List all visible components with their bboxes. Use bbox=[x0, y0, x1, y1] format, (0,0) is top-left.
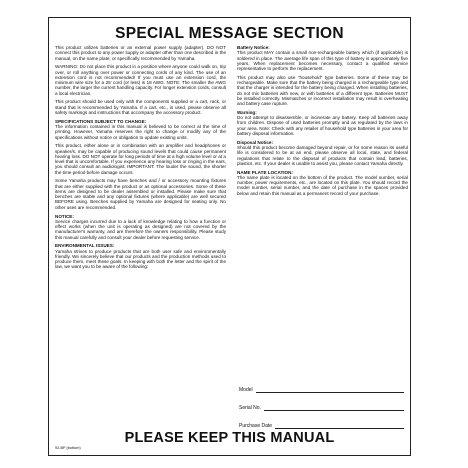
right-heading: Warning: bbox=[237, 109, 257, 115]
left-text: Yamaha strives to produce products that are both user safe and environmentally friendly. We sincerely believe that our products and the production methods used to produce them, meet these goals. In keeping with both the letter and the spirit of the law, we want you to be aware of the following: bbox=[55, 248, 226, 270]
left-text: Service charges incurred due to a lack of knowledge relating to how a function or effect works (when the unit is operating as designed) are not covered by the manufacturer's warranty, and are therefore the owners responsibility. Please study this manual carefully and consult your dealer before requesting service. bbox=[55, 218, 226, 240]
left-text: This product should be used only with the components supplied or a cart, rack, or stand that is recommended by Yamaha. If a cart, etc., is used, please observe all safety markings and instructions that accompany the accessory product. bbox=[55, 99, 226, 115]
right-paragraph bbox=[237, 45, 408, 71]
right-heading: Battery Notice: bbox=[237, 45, 270, 50]
left-paragraph bbox=[55, 178, 226, 210]
right-text: The name plate is located on the bottom of the product. The model number, serial number, power requirements, etc., are located on this plate. You should record the model number, serial number, and the date of purchase in the spaces provided below and retain this manual as a permanent record of your purchase. bbox=[237, 174, 408, 196]
right-text: Do not attempt to disassemble, or incinerate any battery. Keep all batteries away from children. Dispose of used batteries promptly and as regulated by the laws in your area. Note: Check with any retailer of household type batteries in your area for battery disposal information. bbox=[237, 115, 408, 136]
record-field-line[interactable] bbox=[264, 404, 404, 411]
page-title: SPECIAL MESSAGE SECTION bbox=[115, 25, 344, 42]
right-text: This product may also use "household" type batteries. Some of these may be rechargeable. Make sure that the battery being charged is a rechargeable type and that the charger is intended for the battery being charged. When installing batteries, do not mix batteries with new, or with batteries of a different type. Batteries MUST be installed correctly. Mismatches or incorrect installation may result in overheating and battery case rupture. bbox=[237, 74, 408, 107]
record-field-label: Purchase Date bbox=[239, 423, 273, 429]
right-heading: NAME PLATE LOCATION: bbox=[237, 169, 293, 175]
record-field bbox=[239, 393, 404, 411]
record-field bbox=[239, 375, 404, 393]
left-text: This product utilizes batteries or an external power supply (adapter). DO NOT connect this product to any power supply or adapter other than one described in the manual, on the name plate, or specifically recommended by Yamaha. bbox=[55, 45, 226, 61]
record-field bbox=[239, 411, 404, 429]
record-field-line[interactable] bbox=[275, 422, 404, 429]
left-text: Some Yamaha products may have benches and / or accessory mounting fixtures that are either supplied with the product or as optional accessories. Some of these items are designed to be dealer assembled or installed. Please make sure that benches are stable and any optional fixtures (where applicable) are well secured BEFORE using. Benches supplied by Yamaha are designed for seating only. No other uses are recommended. bbox=[55, 178, 226, 210]
document-code: 92-BP (bottom) bbox=[55, 446, 81, 450]
left-text: WARNING: Do not place this product in a position where anyone could walk on, trip over, or roll anything over power or connecting cords of any kind. The use of an extension cord is not recommended! If you must use an extension cord, the minimum wire size for a 25' cord (or less) is 18 AWG. NOTE: The smaller the AWG number, the larger the current handling capacity. For longer extension cords, consult a local electrician. bbox=[55, 64, 226, 96]
left-paragraph bbox=[55, 143, 226, 175]
right-paragraph bbox=[237, 170, 408, 196]
right-paragraph bbox=[237, 140, 408, 166]
left-heading: ENVIRONMENTAL ISSUES: bbox=[55, 243, 115, 249]
footer-keep-manual: PLEASE KEEP THIS MANUAL bbox=[124, 430, 335, 446]
left-paragraph bbox=[55, 243, 226, 269]
left-column bbox=[55, 45, 226, 428]
left-text: The information contained in this manual is believed to be correct at the time of printing. However, Yamaha reserves the right to change or modify any of the specifications without notice or obligation to update existing units. bbox=[55, 124, 226, 140]
left-paragraph bbox=[55, 119, 226, 140]
record-field-line[interactable] bbox=[256, 386, 404, 393]
right-text: This product MAY contain a small non-rechargeable battery which (if applicable) is soldered in place. The average life span of this type of battery is approximately five years. When replacement becomes necessary, contact a qualified service representative to perform the replacement. bbox=[237, 50, 408, 71]
right-paragraph bbox=[237, 110, 408, 136]
left-paragraph bbox=[55, 99, 226, 115]
left-heading: SPECIFICATIONS SUBJECT TO CHANGE: bbox=[55, 118, 147, 124]
special-message-sheet bbox=[48, 17, 411, 456]
left-heading: NOTICE: bbox=[55, 213, 74, 219]
right-text: Should this product become damaged beyond repair, or for some reason its useful life is considered to be at an end, please observe all local, state, and federal regulations that relate to the disposal of products that contain lead, batteries, plastics, etc. If your dealer is unable to assist you, please contact Yamaha directly. bbox=[237, 145, 408, 166]
left-paragraph bbox=[55, 214, 226, 240]
right-heading: Disposal Notice: bbox=[237, 139, 273, 145]
left-paragraph bbox=[55, 64, 226, 96]
right-column bbox=[237, 45, 408, 328]
right-paragraph bbox=[237, 75, 408, 107]
left-paragraph bbox=[55, 45, 226, 61]
record-field-label: Model bbox=[239, 387, 253, 393]
left-text: This product, either alone or in combination with an amplifier and headphones or speaker/s, may be capable of producing sound levels that could cause permanent hearing loss. DO NOT operate for long periods of time at a high volume level or at a level that is uncomfortable. If you experience any hearing loss or ringing in the ears, you should consult an audiologist. IMPORTANT: The louder the sound, the shorter the time period before damage occurs. bbox=[55, 143, 226, 175]
record-fields bbox=[239, 375, 404, 429]
record-field-label: Serial No. bbox=[239, 405, 261, 411]
